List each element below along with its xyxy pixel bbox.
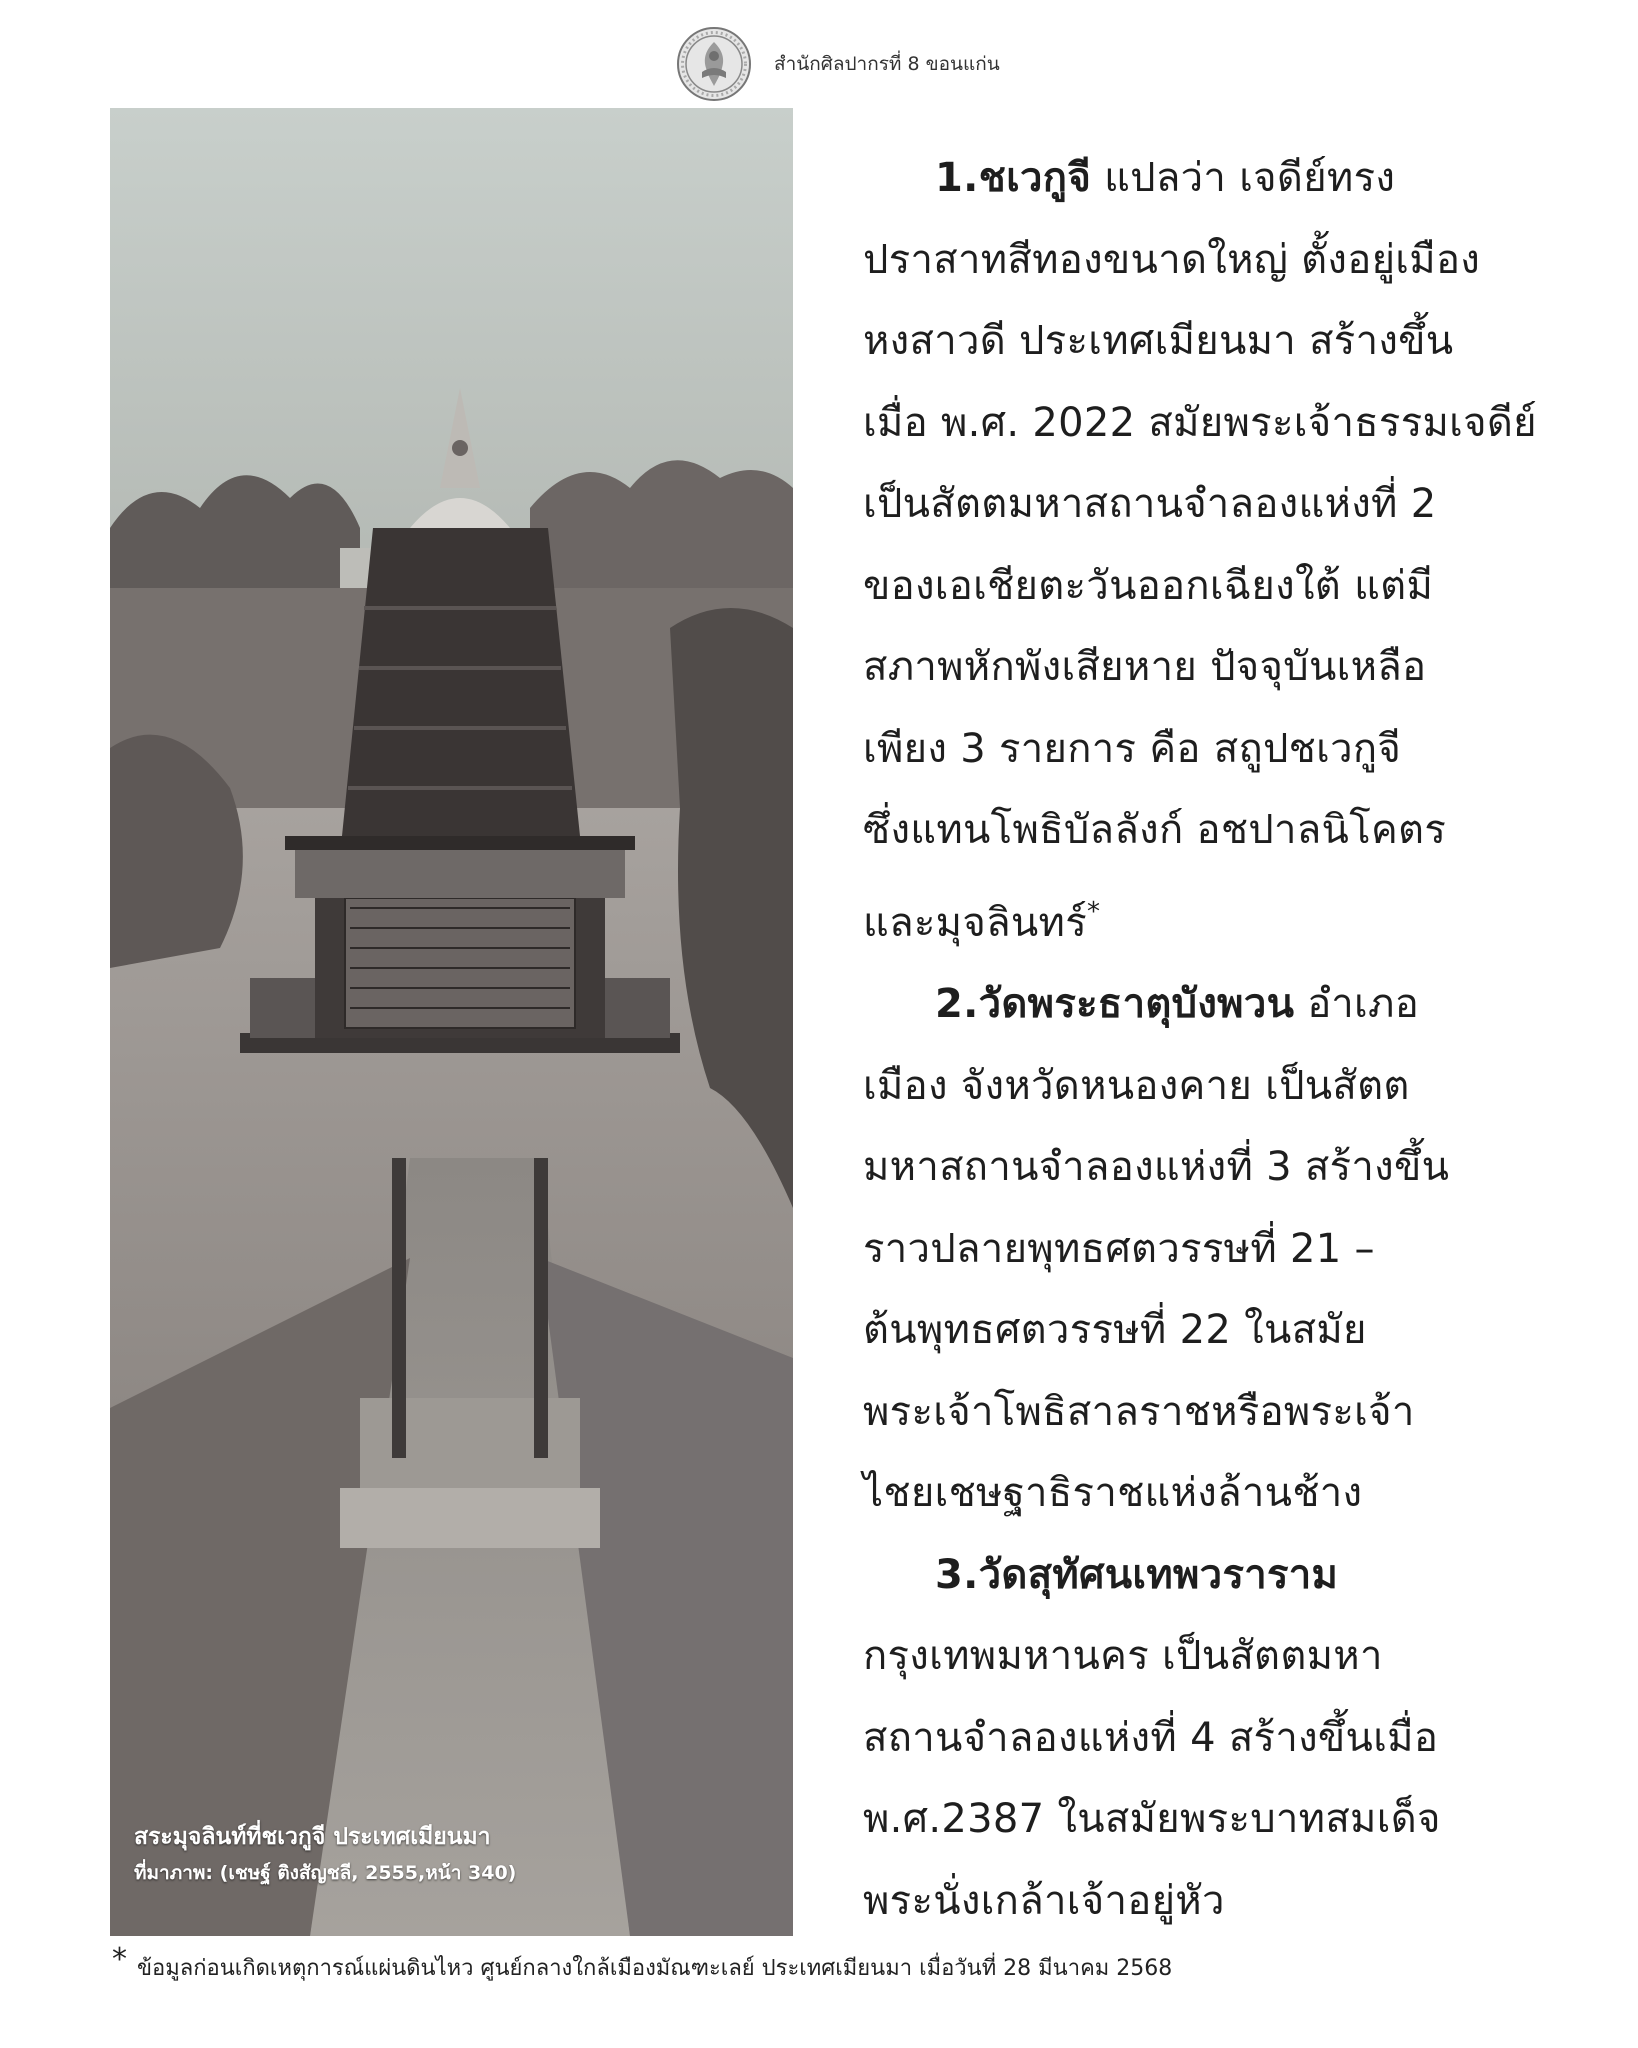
section-2-line-3: มหาสถานจำลองแห่งที่ 3 สร้างขึ้น (863, 1144, 1450, 1190)
pagoda-photo-illustration (110, 108, 793, 1936)
section-1-line-7: สภาพหักพังเสียหาย ปัจจุบันเหลือ (863, 644, 1427, 690)
organization-name: สำนักศิลปากรที่ 8 ขอนแก่น (774, 53, 1000, 75)
section-2-line-2: เมือง จังหวัดหนองคาย เป็นสัตต (863, 1062, 1410, 1109)
section-1-line-10 (863, 872, 1529, 965)
section-2-heading: 2.วัดพระธาตุบังพวน (935, 981, 1295, 1027)
section-1-line-2: ปราสาทสีทองขนาดใหญ่ ตั้งอยู่เมือง (863, 236, 1481, 283)
section-2-line-5: ต้นพุทธศตวรรษที่ 22 ในสมัย (863, 1307, 1367, 1353)
caption-title: สระมุจลินท์ที่ชเวกูจี ประเทศเมียนมา (134, 1824, 491, 1850)
footnote-text: ข้อมูลก่อนเกิดเหตุการณ์แผ่นดินไหว ศูนย์กลางใกล้เมืองมัณฑะเลย์ ประเทศเมียนมา เมื่อวันที่ 28 มีนาคม 2568 (137, 1956, 1173, 1981)
caption-source: ที่มาภาพ: (เชษฐ์ ติงสัญชลี, 2555,หน้า 340) (134, 1862, 517, 1884)
section-1-text: แปลว่า เจดีย์ทรง (1091, 155, 1396, 201)
section-3-heading: 3.วัดสุทัศนเทพวราราม (935, 1551, 1339, 1598)
section-2-line-7: ไชยเชษฐาธิราชแห่งล้านช้าง (863, 1470, 1363, 1516)
section-1-line-5: เป็นสัตตมหาสถานจำลองแห่งที่ 2 (863, 481, 1437, 527)
footnote-star: * (112, 1942, 127, 1977)
section-3-line-1: กรุงเทพมหานคร เป็นสัตตมหา (863, 1633, 1383, 1679)
section-1-line-4: เมื่อ พ.ศ. 2022 สมัยพระเจ้าธรรมเจดีย์ (863, 399, 1537, 446)
fine-arts-department-seal-icon (676, 26, 752, 102)
section-3-line-3: พ.ศ.2387 ในสมัยพระบาทสมเด็จ (863, 1796, 1441, 1842)
footnote (112, 1942, 1173, 1985)
section-1-heading: 1.ชเวกูจี (935, 155, 1092, 201)
page-header (676, 26, 1000, 102)
section-2-text: อำเภอ (1294, 981, 1420, 1027)
section-1-line-6: ของเอเชียตะวันออกเฉียงใต้ แต่มี (863, 562, 1434, 609)
section-2-line-4: ราวปลายพุทธศตวรรษที่ 21 – (863, 1225, 1375, 1272)
photo-shwegugyi-mucalinda-pond (110, 108, 793, 1936)
photo-caption (134, 1818, 516, 1890)
article-body (863, 138, 1537, 1942)
section-3-line-2: สถานจำลองแห่งที่ 4 สร้างขึ้นเมื่อ (863, 1714, 1439, 1761)
footnote-marker: * (1087, 896, 1101, 927)
section-2-line-6: พระเจ้าโพธิสาลราชหรือพระเจ้า (863, 1388, 1415, 1435)
section-2-line-1 (863, 964, 1529, 1046)
section-1-line-8: เพียง 3 รายการ คือ สถูปชเวกูจี (863, 725, 1402, 772)
section-3-line-4: พระนั่งเกล้าเจ้าอยู่หัว (863, 1877, 1225, 1924)
section-1-line-1 (863, 138, 1529, 220)
section-1-line-9: ซึ่งแทนโพธิบัลลังก์ อชปาลนิโคตร (863, 807, 1447, 853)
section-1-line-10-text: และมุจลินทร์ (863, 899, 1087, 946)
section-1-line-3: หงสาวดี ประเทศเมียนมา สร้างขึ้น (863, 318, 1454, 364)
